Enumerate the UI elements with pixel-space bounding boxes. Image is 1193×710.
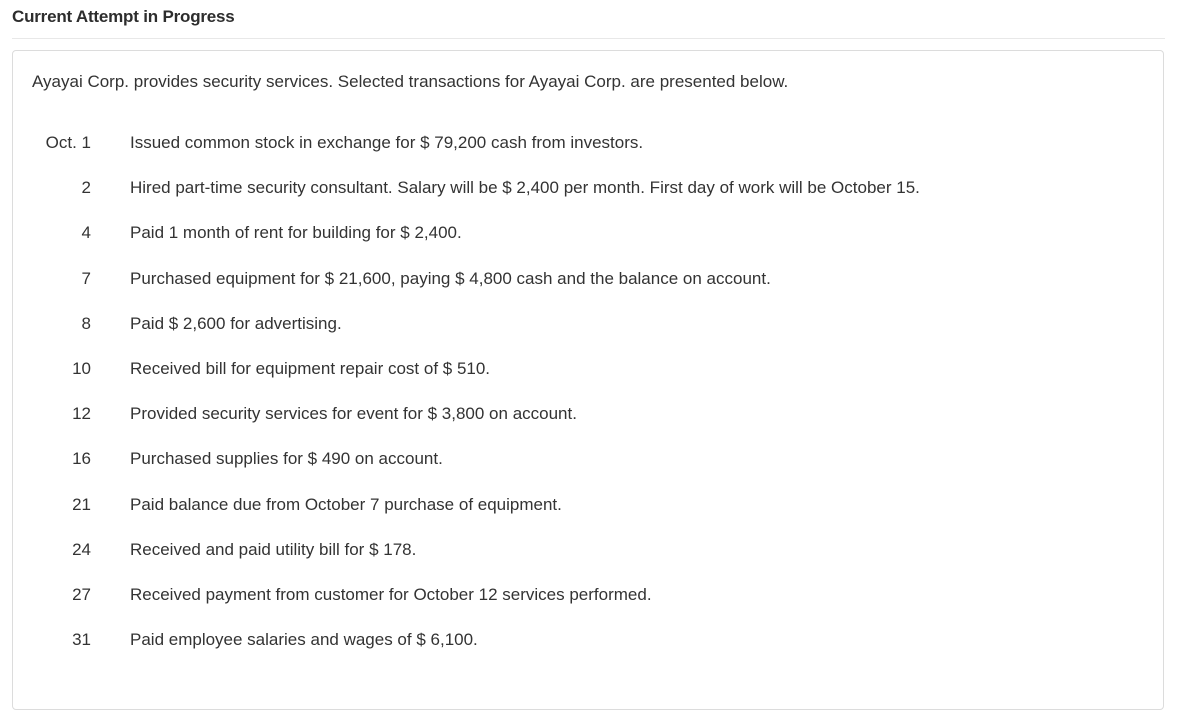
transaction-description: Issued common stock in exchange for $ 79,200 cash from investors. bbox=[130, 133, 644, 152]
transaction-description: Received payment from customer for October 12 services performed. bbox=[130, 584, 652, 604]
transaction-row bbox=[13, 447, 1163, 492]
transaction-row bbox=[13, 221, 1163, 266]
problem-intro: Ayayai Corp. provides security services. Selected transactions for Ayayai Corp. are presented below. bbox=[32, 72, 789, 91]
transaction-row bbox=[13, 312, 1163, 357]
transaction-date: Oct. 1 bbox=[45, 133, 91, 152]
transaction-date: 31 bbox=[72, 630, 91, 650]
transaction-description: Paid balance due from October 7 purchase of equipment. bbox=[130, 494, 562, 514]
transaction-description: Purchased supplies for $ 490 on account. bbox=[130, 449, 443, 469]
transaction-row bbox=[13, 583, 1163, 628]
transaction-list bbox=[13, 131, 1163, 673]
transaction-date: 21 bbox=[72, 494, 91, 514]
attempt-status-title: Current Attempt in Progress bbox=[12, 7, 235, 26]
transaction-description: Paid $ 2,600 for advertising. bbox=[130, 313, 342, 333]
transaction-description: Hired part-time security consultant. Salary will be $ 2,400 per month. First day of work will be October 15. bbox=[130, 178, 920, 198]
transaction-description: Paid 1 month of rent for building for $ 2,400. bbox=[130, 223, 462, 243]
transaction-date: 8 bbox=[81, 313, 91, 333]
transaction-date: 7 bbox=[81, 268, 91, 288]
question-card bbox=[12, 50, 1164, 710]
transaction-date: 2 bbox=[81, 178, 91, 198]
transaction-date: 12 bbox=[72, 404, 91, 424]
transaction-description: Paid employee salaries and wages of $ 6,100. bbox=[130, 630, 478, 650]
transaction-date: 10 bbox=[72, 358, 91, 378]
transaction-row bbox=[13, 402, 1163, 447]
transaction-date: 24 bbox=[72, 539, 91, 559]
transaction-row bbox=[13, 493, 1163, 538]
transaction-date: 16 bbox=[72, 449, 91, 469]
transaction-row bbox=[13, 267, 1163, 312]
transaction-description: Provided security services for event for $ 3,800 on account. bbox=[130, 404, 577, 424]
transaction-row bbox=[13, 131, 1163, 176]
transaction-row bbox=[13, 176, 1163, 221]
transaction-date: 4 bbox=[81, 223, 91, 243]
transaction-row bbox=[13, 357, 1163, 402]
transaction-description: Received bill for equipment repair cost of $ 510. bbox=[130, 358, 491, 378]
transaction-row bbox=[13, 628, 1163, 673]
transaction-date: 27 bbox=[72, 584, 91, 604]
transaction-description: Purchased equipment for $ 21,600, paying $ 4,800 cash and the balance on account. bbox=[130, 268, 771, 288]
attempt-header bbox=[12, 0, 1165, 39]
transaction-row bbox=[13, 538, 1163, 583]
transaction-description: Received and paid utility bill for $ 178. bbox=[130, 539, 417, 559]
